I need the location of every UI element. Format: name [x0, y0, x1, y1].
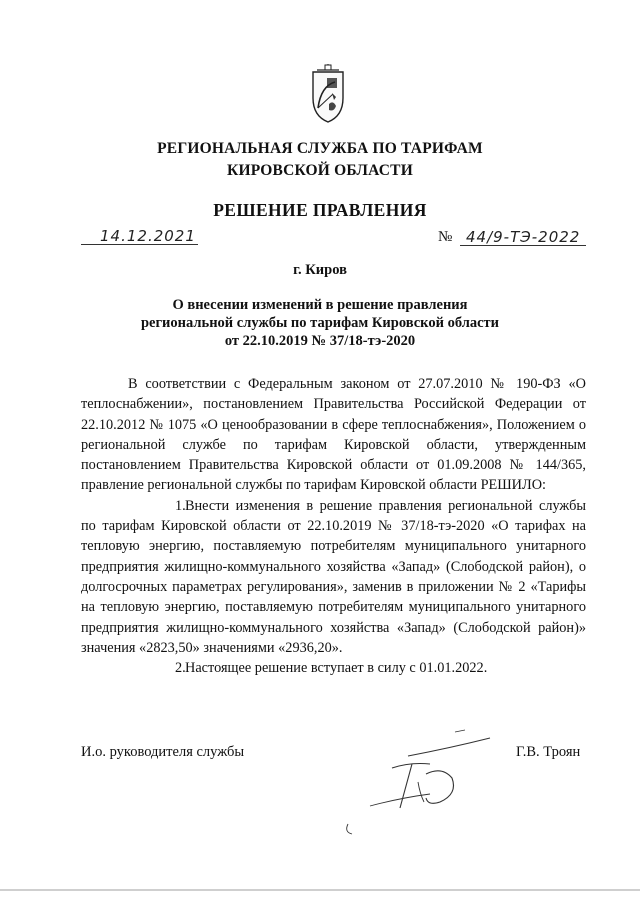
item-2-text: Настоящее решение вступает в силу с 01.01.2022.	[185, 660, 488, 677]
decision-body	[81, 374, 586, 678]
decision-number: 44/9-ТЭ-2022	[466, 228, 581, 246]
item-1-text: Внести изменения в решение правления региональной службы по тарифам Кировской области от 22.10.2019 № 37/18-тэ-2020 «О тарифах на тепловую энергию, поставляемую потребителям муниципального унитарного предприятия жилищно-коммунального хозяйства «Запад» (Слободской район), о долгосрочных параметрах регулирования», заменив в приложении № 2 «Тарифы на тепловую энергию, поставляемую потребителям муниципального унитарного предприятия жилищно-коммунального хозяйства «Запад» (Слободской район)» значения «2823,50» значениями «2936,20».	[81, 497, 586, 656]
page-bottom-edge	[0, 889, 640, 891]
item-1-number: 1.	[175, 497, 186, 514]
item-2-paragraph	[81, 658, 586, 678]
subject-line2: региональной службы по тарифам Кировской области	[140, 315, 500, 331]
signatory-name: Г.В. Троян	[516, 744, 581, 760]
date-underline	[81, 244, 198, 245]
decision-subject	[0, 296, 640, 350]
city-name: г. Киров	[293, 262, 347, 278]
decision-title: РЕШЕНИЕ ПРАВЛЕНИЯ	[213, 200, 427, 220]
item-1-paragraph	[81, 496, 586, 658]
preamble-paragraph: В соответствии с Федеральным законом от 27.07.2010 № 190-ФЗ «О теплоснабжении», постановлением Правительства Российской Федерации от 22.10.2012 № 1075 «О ценообразовании в сфере теплоснабжения», Положением о региональной службе по тарифам Кировской области, утвержденным постановлением Правительства Кировской области от 01.09.2008 № 144/365, правление региональной службы по тарифам Кировской области РЕШИЛО:	[81, 376, 586, 494]
number-underline	[460, 245, 586, 246]
coat-of-arms-emblem	[303, 64, 353, 124]
subject-line1: О внесении изменений в решение правления	[172, 297, 468, 313]
decision-date: 14.12.2021	[100, 227, 196, 245]
number-sign: №	[438, 229, 453, 245]
signatory-title: И.о. руководителя службы	[81, 744, 245, 760]
org-name-line1: РЕГИОНАЛЬНАЯ СЛУЖБА ПО ТАРИФАМ	[157, 140, 483, 157]
item-2-number: 2.	[175, 660, 186, 677]
org-name-line2: КИРОВСКОЙ ОБЛАСТИ	[227, 162, 413, 179]
subject-line3: от 22.10.2019 № 37/18-тэ-2020	[224, 333, 416, 349]
handwritten-signature	[330, 728, 510, 838]
